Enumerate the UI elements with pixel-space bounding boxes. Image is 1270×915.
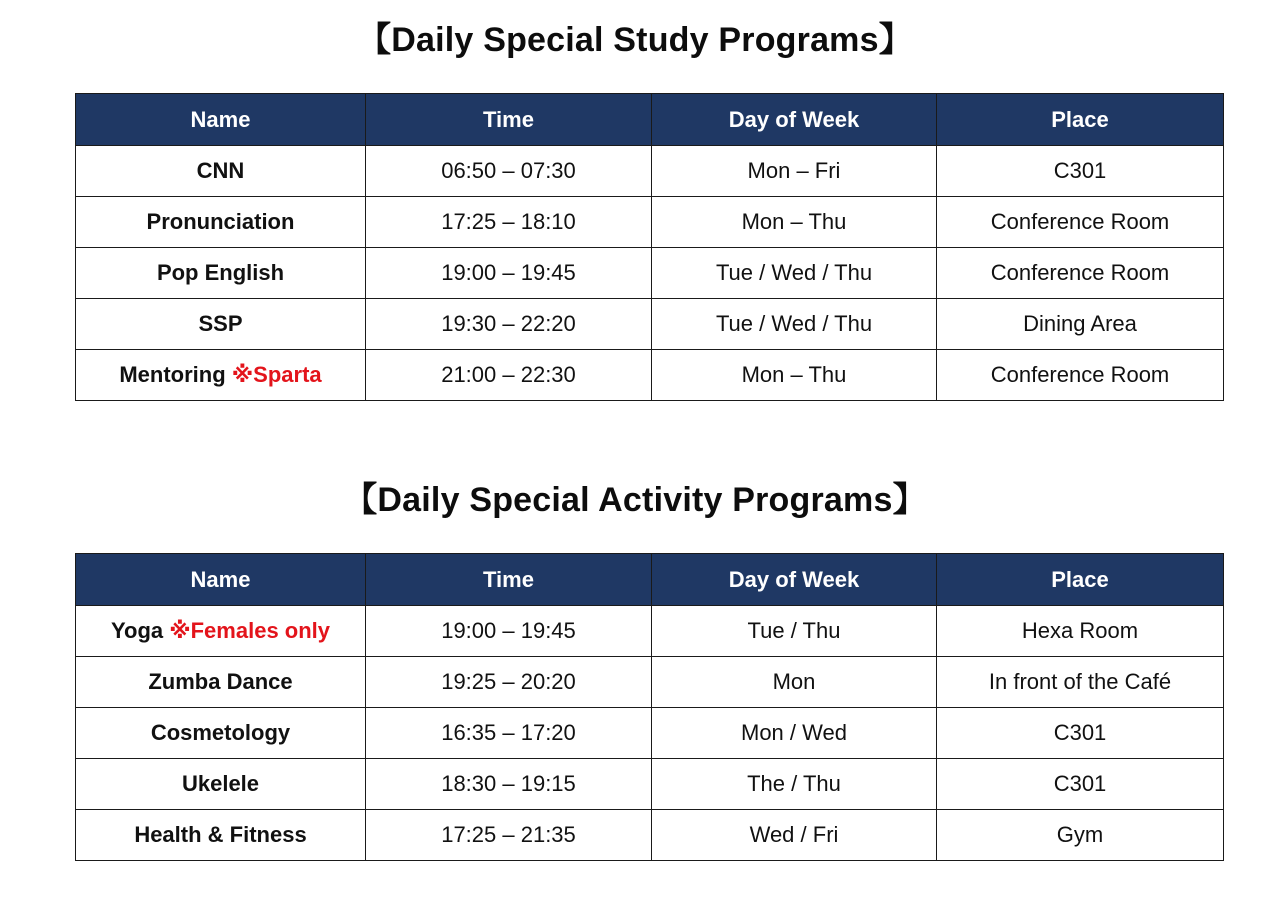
program-name [76,350,366,401]
program-place: Conference Room [937,248,1224,299]
program-name [76,657,366,708]
program-time: 21:00 – 22:30 [366,350,652,401]
table-header-row [76,554,1224,606]
program-time: 18:30 – 19:15 [366,759,652,810]
program-name-text: Pronunciation [146,209,295,234]
table-row [76,657,1224,708]
table-row [76,350,1224,401]
program-name-text: Health & Fitness [134,822,307,847]
program-name-text: Yoga [110,618,170,643]
header-day-of-week: Day of Week [652,94,937,146]
program-name [76,146,366,197]
header-name: Name [76,554,366,606]
program-name [76,299,366,350]
program-place: In front of the Café [937,657,1224,708]
table-row [76,197,1224,248]
header-time: Time [366,94,652,146]
program-place: C301 [937,708,1224,759]
program-time: 17:25 – 21:35 [366,810,652,861]
table-row [76,606,1224,657]
program-place: Conference Room [937,350,1224,401]
program-time: 19:25 – 20:20 [366,657,652,708]
program-name-text: Pop English [156,260,285,285]
program-name-text: Mentoring [119,362,232,387]
header-name: Name [76,94,366,146]
study-programs-title: 【Daily Special Study Programs】 [357,21,913,59]
program-name-text: SSP [198,311,243,336]
program-day: Tue / Wed / Thu [652,248,937,299]
program-day: Mon – Thu [652,197,937,248]
program-name [76,708,366,759]
program-time: 16:35 – 17:20 [366,708,652,759]
header-time: Time [366,554,652,606]
study-programs-table [75,93,1224,401]
table-row [76,810,1224,861]
activity-programs-title: 【Daily Special Activity Programs】 [343,481,927,519]
table-row [76,759,1224,810]
program-day: Wed / Fri [652,810,937,861]
program-day: Mon / Wed [652,708,937,759]
header-place: Place [937,554,1224,606]
header-day-of-week: Day of Week [652,554,937,606]
program-name-text: CNN [196,158,245,183]
table-header-row [76,94,1224,146]
program-place: C301 [937,146,1224,197]
program-name [76,759,366,810]
program-place: Conference Room [937,197,1224,248]
table-row [76,146,1224,197]
program-name-text: Ukelele [181,771,260,796]
program-name-text: Cosmetology [150,720,291,745]
table-row [76,708,1224,759]
program-day: Tue / Wed / Thu [652,299,937,350]
program-name [76,197,366,248]
program-day: The / Thu [652,759,937,810]
program-note: ※Females only [169,618,331,643]
program-place: Hexa Room [937,606,1224,657]
activity-programs-table [75,553,1224,861]
program-name [76,606,366,657]
program-time: 19:00 – 19:45 [366,248,652,299]
program-day: Tue / Thu [652,606,937,657]
header-place: Place [937,94,1224,146]
program-name [76,248,366,299]
program-time: 19:00 – 19:45 [366,606,652,657]
program-time: 17:25 – 18:10 [366,197,652,248]
program-name [76,810,366,861]
table-row [76,299,1224,350]
program-place: Gym [937,810,1224,861]
program-time: 19:30 – 22:20 [366,299,652,350]
program-place: C301 [937,759,1224,810]
program-place: Dining Area [937,299,1224,350]
program-time: 06:50 – 07:30 [366,146,652,197]
program-note: ※Sparta [231,362,322,387]
program-day: Mon – Thu [652,350,937,401]
program-name-text: Zumba Dance [148,669,293,694]
program-day: Mon [652,657,937,708]
table-row [76,248,1224,299]
program-day: Mon – Fri [652,146,937,197]
